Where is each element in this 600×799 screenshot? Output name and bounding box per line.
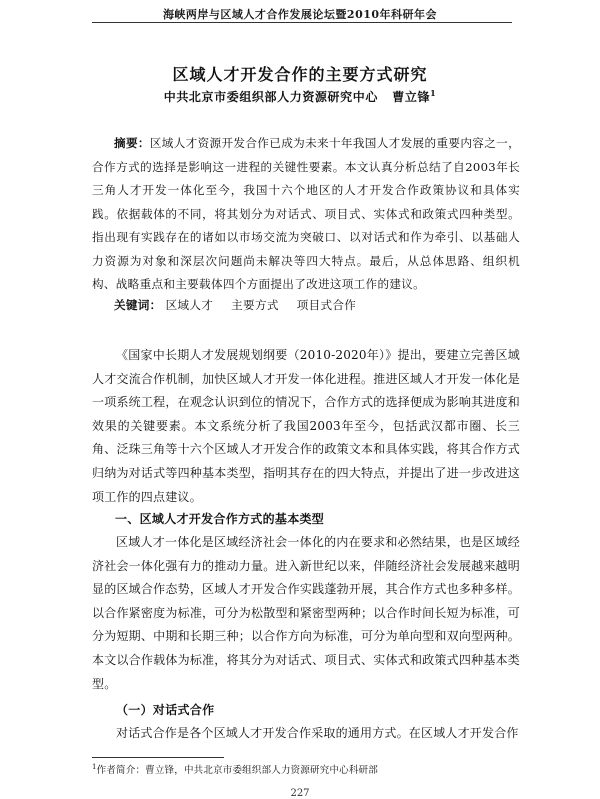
paper-title: 区域人才开发合作的主要方式研究 xyxy=(172,65,428,84)
keywords-label: 关键词： xyxy=(114,298,162,312)
author-footnote-mark: 1 xyxy=(430,88,437,98)
subsection-heading: （一）对话式合作 xyxy=(116,703,215,717)
keywords xyxy=(114,297,520,313)
footnote-mark: 1 xyxy=(92,762,97,771)
subsection-paragraph: 对话式合作是各个区域人才开发合作采取的通用方式。在区域人才开发合作 xyxy=(116,726,519,740)
section-heading: 一、区域人才开发合作方式的基本类型 xyxy=(115,512,325,526)
keyword-item: 主要方式 xyxy=(231,298,279,312)
footnote-text: 作者简介：曹立锋，中共北京市委组织部人力资源研究中心科研部 xyxy=(96,765,378,776)
author-name: 曹立锋 xyxy=(392,90,431,104)
section-paragraph: 区域人才一体化是区域经济社会一体化的内在要求和必然结果，也是区域经济社会一体化强有力的推动力量。进入新世纪以来，伴随经济社会发展越来越明显的区域合作态势，区域人才开发合作实践蓬勃开展，其合作方式也多种多样。以合作紧密度为标准，可分为松散型和紧密型两种；以合作时间长短为标准，可分为短期、中期和长期三种；以合作方向为标准，可分为单向型和双向型两种。本文以合作载体为标准，将其分为对话式、项目式、实体式和政策式四种基本类型。 xyxy=(92,535,520,691)
footnote xyxy=(92,762,378,776)
footnote-rule xyxy=(92,757,224,758)
author-affiliation: 中共北京市委组织部人力资源研究中心 xyxy=(163,90,378,104)
abstract xyxy=(92,132,520,297)
page-number: 227 xyxy=(290,788,310,799)
keyword-item: 区域人才 xyxy=(165,298,214,312)
intro-paragraph: 《国家中长期人才发展规划纲要（2010-2020年）》提出，要建立完善区域人才交流合作机制，加快区域人才开发一体化进程。推进区域人才开发一体化是一项系统工程，在观念认识到位的情况下，合作方式的选择便成为影响其进度和效果的关键要素。本文系统分析了我国2003年至今，包括武汉都市圈、长三角、泛珠三角等十六个区域人才开发合作的政策文本和具体实践，将其合作方式归纳为对话式等四种基本类型，指明其存在的四大特点，并提出了进一步改进这项工作的四点建议。 xyxy=(92,348,520,504)
running-header: 海峡两岸与区域人才合作发展论坛暨2010年科研年会 xyxy=(162,8,438,21)
header-rule xyxy=(92,22,512,23)
author-line xyxy=(0,88,600,105)
abstract-label: 摘要： xyxy=(114,136,150,150)
abstract-text: 区域人才资源开发合作已成为未来十年我国人才发展的重要内容之一，合作方式的选择是影响这一进程的关键性要素。本文认真分析总结了自2003年长三角人才开发一体化至今，我国十六个地区的人才开发合作政策协议和具体实践。依据载体的不同，将其划分为对话式、项目式、实体式和政策式四种类型。指出现有实践存在的诸如以市场交流为突破口、以对话式和作为牵引、以基础人力资源为对象和深层次问题尚未解决等四大特点。最后，从总体思路、组织机构、战略重点和主要载体四个方面提出了改进这项工作的建议。 xyxy=(92,136,520,291)
keyword-item: 项目式合作 xyxy=(296,298,357,312)
